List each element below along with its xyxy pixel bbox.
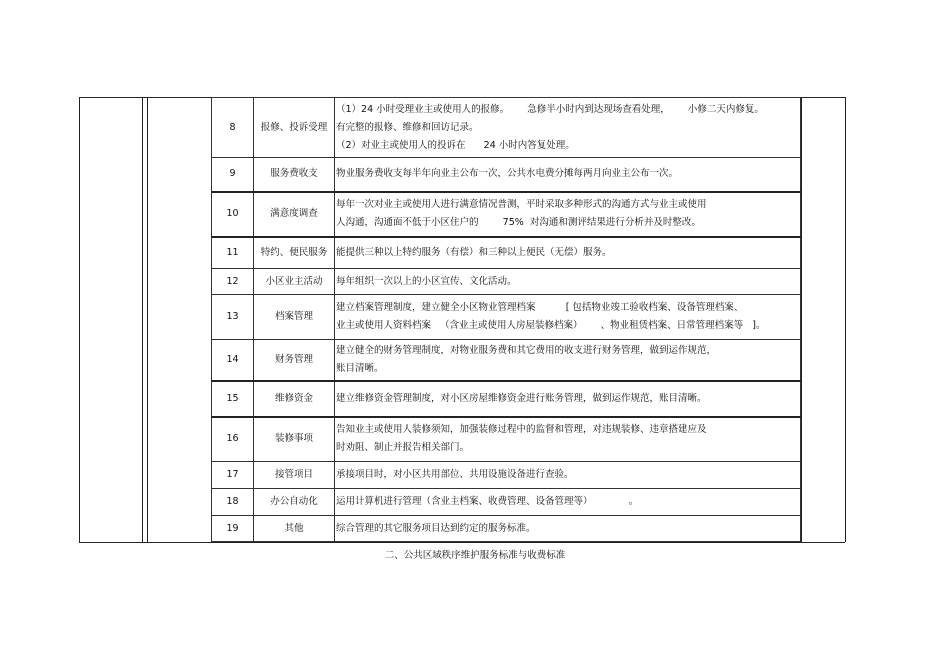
description-line: 告知业主或使用人装修须知，加强装修过程中的监督和管理，对违规装修、违章搭建应及 (336, 424, 707, 436)
table-row (212, 158, 801, 192)
table-row (212, 462, 801, 489)
description-line: 综合管理的其它服务项目达到约定的服务标准。 (336, 522, 536, 534)
category-column-divider-2 (147, 97, 148, 542)
row-number: 18 (212, 489, 254, 516)
row-description (335, 489, 801, 516)
row-description (335, 192, 801, 237)
category-column-divider (142, 97, 143, 542)
description-line: 建立档案管理制度，建立健全小区物业管理档案 [ 包括物业竣工验收档案、设备管理档案、 (336, 302, 744, 313)
row-description (335, 340, 801, 381)
outer-left-border (79, 97, 80, 542)
row-number: 17 (212, 462, 254, 489)
table-row (212, 340, 801, 381)
row-description (335, 237, 801, 269)
table-row (212, 295, 801, 340)
row-description (335, 295, 801, 340)
row-item: 特约、便民服务 (254, 237, 335, 269)
row-item: 报修、投诉受理 (254, 98, 335, 158)
description-line: 运用计算机进行管理（含业主档案、收费管理、设备管理等） 。 (336, 496, 639, 507)
row-description (335, 98, 801, 158)
description-line: 每年一次对业主或使用人进行满意情况普测，平时采取多种形式的沟通方式与业主或使用 (336, 199, 707, 210)
description-line: 建立维修资金管理制度，对小区房屋维修资金进行账务管理，做到运作规范，账目清晰。 (336, 392, 707, 404)
description-line: 建立健全的财务管理制度，对物业服务费和其它费用的收支进行财务管理，做到运作规范， (336, 344, 717, 356)
row-number: 19 (212, 516, 254, 542)
description-line: 时劝阻、制止并报告相关部门。 (336, 442, 470, 454)
table-row (212, 98, 801, 158)
row-description (335, 462, 801, 489)
row-number: 12 (212, 269, 254, 295)
description-line: （1）24 小时受理业主或使用人的报修。 急修半小时内到达现场查看处理， 小修二天内修复。 (336, 103, 764, 115)
description-line: 账目清晰。 (336, 362, 384, 374)
row-description (335, 158, 801, 192)
row-item: 财务管理 (254, 340, 335, 381)
row-number: 15 (212, 381, 254, 417)
table-row (212, 489, 801, 516)
table-row (212, 237, 801, 269)
row-description (335, 381, 801, 417)
description-line: 有完整的报修、维修和回访记录。 (336, 121, 479, 133)
row-number: 14 (212, 340, 254, 381)
description-line: （2）对业主或使用人的投诉在 24 小时内答复处理。 (336, 139, 575, 151)
row-number: 9 (212, 158, 254, 192)
table-row (212, 269, 801, 295)
row-item: 维修资金 (254, 381, 335, 417)
row-item: 服务费收支 (254, 158, 335, 192)
description-line: 人沟通，沟通面不低于小区住户的 75% 对沟通和测评结果进行分析并及时整改。 (336, 217, 701, 228)
row-number: 8 (212, 98, 254, 158)
row-number: 13 (212, 295, 254, 340)
row-item: 其他 (254, 516, 335, 542)
row-item: 装修事项 (254, 417, 335, 462)
row-item: 办公自动化 (254, 489, 335, 516)
row-item: 小区业主活动 (254, 269, 335, 295)
table-row (212, 417, 801, 462)
row-number: 16 (212, 417, 254, 462)
row-item: 接管项目 (254, 462, 335, 489)
table-row (212, 192, 801, 237)
row-description (335, 417, 801, 462)
description-line: 每年组织一次以上的小区宣传、文化活动。 (336, 275, 517, 287)
row-item: 满意度调查 (254, 192, 335, 237)
row-number: 11 (212, 237, 254, 269)
description-line: 物业服务费收支每半年向业主公布一次，公共水电费分摊每两月向业主公布一次。 (336, 168, 679, 180)
section-caption: 二、公共区域秩序维护服务标准与收费标准 (384, 550, 566, 561)
description-line: 业主或使用人资料档案 （含业主或使用人房屋装修档案） 、物业租赁档案、日常管理档案等 ]。 (336, 320, 766, 331)
remarks-column-divider (801, 97, 802, 542)
row-description (335, 516, 801, 542)
service-standard-table (211, 97, 801, 542)
row-description (335, 269, 801, 295)
row-number: 10 (212, 192, 254, 237)
description-line: 承接项目时，对小区共用部位、共用设施设备进行查验。 (336, 469, 574, 480)
description-line: 能提供三种以上特约服务（有偿）和三种以上便民（无偿）服务。 (336, 246, 612, 258)
table-row (212, 516, 801, 542)
outer-right-border (845, 97, 846, 542)
row-item: 档案管理 (254, 295, 335, 340)
table-row (212, 381, 801, 417)
